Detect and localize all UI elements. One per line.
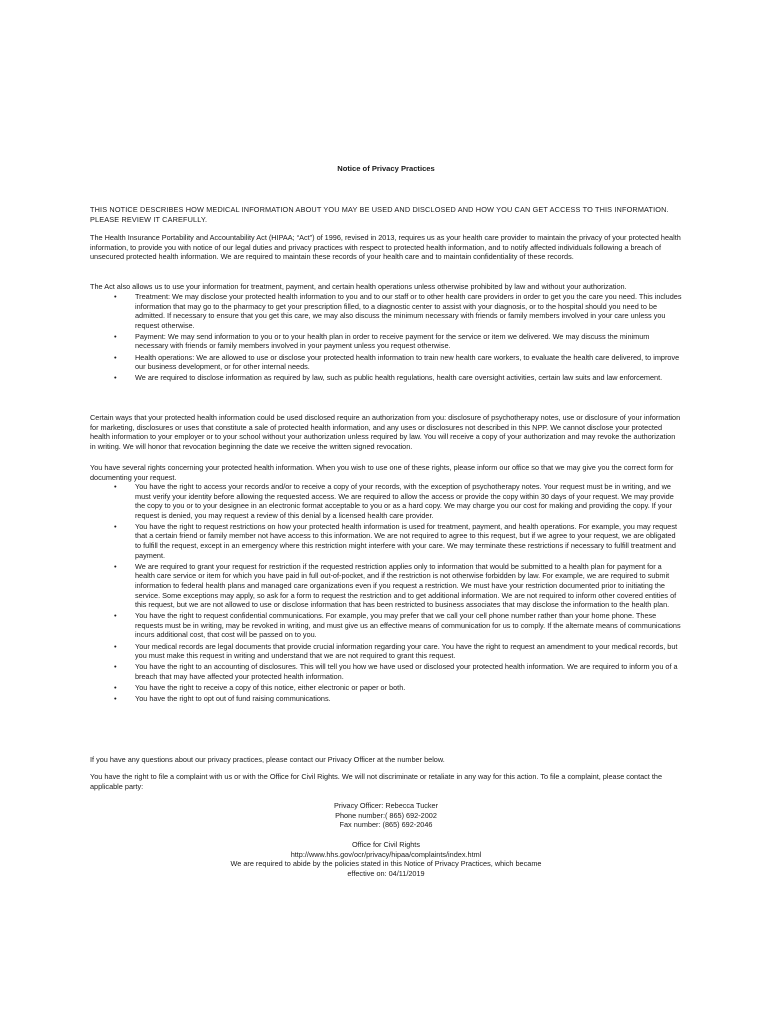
list-item: • We are required to grant your request for restriction if the requested restriction applies only to information that would be submitted to a health plan for payment for a health care service or item for which you have paid in full out-of-pocket, and if the restriction is not otherwise forbidden by law. For example, we are required to submit information to federal health plans and managed care organizations even if you request a restriction. We must have your restriction documented prior to initiating the service. Some exceptions may apply, so ask for a form to request the restriction and to get additional information. We are not required to inform other covered entities of this request, but we are not allowed to use or disclose information that has been restricted to business associates that may disclose the information to the health plan.	[90, 562, 682, 610]
list-item: • You have the right to request confidential communications. For example, you may prefer that we call your cell phone number rather than your home phone. These requests must be in writing, may be revoked in writing, and must give us an effective means of communication for us to comply. If the alternate means of communications incurs additional cost, that cost will be passed on to you.	[90, 611, 682, 640]
officer-fax: Fax number: (865) 692-2046	[339, 820, 433, 830]
list-item: • You have the right to access your records and/or to receive a copy of your records, with the exception of psychotherapy notes. Your request must be in writing, and we must verify your identity before allowing the requested access. We are required to allow the access or provide the copy within 30 days of your request. We may provide the copy to you or to your designee in an electronic format acceptable to you or as a hard copy. We may charge you our cost for making and providing the copy. If your request is denied, you may request a review of this denial by a licensed health care provider.	[90, 482, 682, 520]
list-item: • Payment: We may send information to you or to your health plan in order to receive payment for the service or item we delivered. We may discuss the minimum necessary with friends or family members involved in your payment unless you request otherwise.	[90, 332, 682, 351]
officer-name: Privacy Officer: Rebecca Tucker	[333, 801, 439, 810]
intro-paragraph: The Health Insurance Portability and Accountability Act (HIPAA; “Act”) of 1996, revised in 2013, requires us as your health care provider to maintain the privacy of your protected health information, to provide you with notice of our legal duties and privacy practices with respect to protected health information, and to notify affected individuals following a breach of unsecured protected health information. We are required to maintain these records of your health care and to maintain confidentiality of these records.	[90, 233, 681, 262]
questions-paragraph: If you have any questions about our privacy practices, please contact our Privacy Officer at the number below.	[90, 755, 445, 764]
list-item: • You have the right to an accounting of disclosures. This will tell you how we have used or disclosed your protected health information. We are required to inform you of a breach that may have affected your protected health information.	[90, 662, 682, 681]
officer-phone: Phone number:( 865) 692-2002	[335, 810, 437, 820]
ocr-contact	[90, 840, 682, 878]
rights-intro-paragraph: You have several rights concerning your protected health information. When you wish to use one of these rights, please inform our office so that we may give you the correct form for documenting your request.	[90, 463, 674, 482]
complaint-paragraph: You have the right to file a complaint with us or with the Office for Civil Rights. We will not discriminate or retaliate in any way for this action. To file a complaint, please contact the applicable party:	[90, 772, 662, 791]
authorization-paragraph: Certain ways that your protected health information could be used disclosed require an authorization from you: disclosure of psychotherapy notes, use or disclosure of your information for marketing, disclosures or uses that constitute a sale of protected health information, and any uses or disclosures not described in this NPP. We cannot disclose your protected health information to your employer or to your school without your authorization unless required by law. You will receive a copy of your authorization and may revoke the authorization in writing. We will honor that revocation beginning the date we receive the written signed revocation.	[90, 413, 681, 451]
list-item: • Health operations: We are allowed to use or disclose your protected health information to train new health care workers, to evaluate the health care delivered, to improve our business development, or for other internal needs.	[90, 353, 682, 372]
effective-date: effective on: 04/11/2019	[347, 868, 425, 878]
abide-statement: We are required to abide by the policies stated in this Notice of Privacy Practices, which became	[230, 859, 542, 869]
list-item: • We are required to disclose information as required by law, such as public health regulations, health care oversight activities, certain law suits and law enforcement.	[90, 373, 682, 383]
list-item: • You have the right to receive a copy of this notice, either electronic or paper or both.	[90, 683, 682, 693]
ocr-url: http://www.hhs.gov/ocr/privacy/hipaa/complaints/index.html	[290, 849, 482, 859]
list-item: • Your medical records are legal documents that provide crucial information regarding your care. You have the right to request an amendment to your medical records, but you must make this request in writing and understand that we are not required to grant this request.	[90, 642, 682, 661]
ocr-name: Office for Civil Rights	[352, 840, 420, 849]
page-title: Notice of Privacy Practices	[337, 164, 435, 173]
uses-intro-paragraph: The Act also allows us to use your information for treatment, payment, and certain health operations unless otherwise prohibited by law and without your authorization.	[90, 282, 627, 291]
notice-heading: THIS NOTICE DESCRIBES HOW MEDICAL INFORMATION ABOUT YOU MAY BE USED AND DISCLOSED AND HOW YOU CAN GET ACCESS TO THIS INFORMATION. PLEASE REVIEW IT CAREFULLY.	[90, 205, 669, 224]
uses-list	[90, 292, 682, 384]
rights-list	[90, 482, 682, 705]
list-item: • Treatment: We may disclose your protected health information to you and to our staff or to other health care providers in order to get you the care you need. This includes information that may go to the pharmacy to get your prescription filled, to a diagnostic center to assist with your diagnosis, or to the hospital should you need to be admitted. If necessary to ensure that you get this care, we may also discuss the minimum necessary with friends or family members involved in your care unless you request otherwise.	[90, 292, 682, 330]
privacy-officer-contact	[90, 801, 682, 830]
list-item: • You have the right to request restrictions on how your protected health information is used for treatment, payment, and health operations. For example, you may request that a certain friend or family member not have access to this information. We are not required to agree to this request, but if we agree to your request, we are obligated to fulfill the request, except in an emergency where this restriction might interfere with your care. We may terminate these restrictions if necessary to fulfill treatment and payment.	[90, 522, 682, 560]
list-item: • You have the right to opt out of fund raising communications.	[90, 694, 682, 704]
